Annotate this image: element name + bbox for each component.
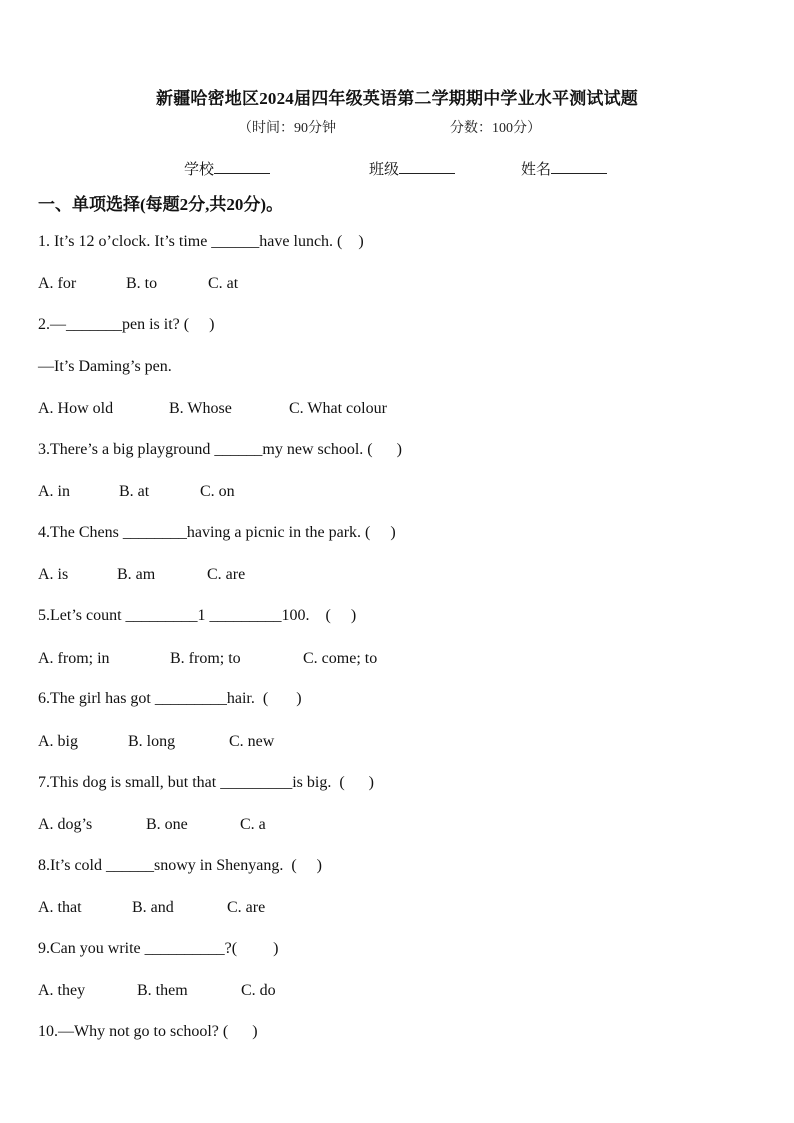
- option-c: C. a: [240, 816, 266, 833]
- option-b: B. to: [126, 275, 158, 292]
- question-stem: 7.This dog is small, but that _________is big. ( ): [38, 774, 374, 791]
- question-options: [38, 816, 266, 834]
- question-options: [38, 650, 377, 668]
- class-blank[interactable]: [399, 159, 455, 174]
- option-b: B. am: [117, 566, 156, 583]
- name-blank[interactable]: [551, 159, 607, 174]
- name-field: [521, 158, 607, 179]
- option-a: A. from; in: [38, 650, 110, 667]
- question-options: [38, 899, 265, 917]
- exam-title: 新疆哈密地区2024届四年级英语第二学期期中学业水平测试试题: [156, 89, 638, 108]
- section-heading: 一、单项选择(每题2分,共20分)。: [38, 195, 284, 214]
- option-c: C. What colour: [289, 400, 387, 417]
- question-stem: 1. It’s 12 o’clock. It’s time ______have lunch. ( ): [38, 233, 364, 250]
- question-stem: 4.The Chens ________having a picnic in the park. ( ): [38, 524, 396, 541]
- question-stem: 10.—Why not go to school? ( ): [38, 1023, 258, 1040]
- score-note: 分数：100分）: [450, 121, 541, 136]
- question-stem: 5.Let’s count _________1 _________100. ( ): [38, 607, 357, 624]
- question-stem: 2.—_______pen is it? ( ): [38, 316, 215, 333]
- option-b: B. Whose: [169, 400, 232, 417]
- question-options: [38, 275, 238, 293]
- option-c: C. are: [207, 566, 246, 583]
- option-a: A. dog’s: [38, 816, 93, 833]
- question-stem: 9.Can you write __________?( ): [38, 940, 279, 957]
- option-c: C. at: [208, 275, 239, 292]
- option-a: A. is: [38, 566, 69, 583]
- question-stem: 8.It’s cold ______snowy in Shenyang. ( ): [38, 857, 322, 874]
- option-b: B. long: [128, 733, 176, 750]
- question-options: [38, 483, 235, 501]
- option-a: A. they: [38, 982, 86, 999]
- option-b: B. from; to: [170, 650, 241, 667]
- school-blank[interactable]: [214, 159, 270, 174]
- option-a: A. in: [38, 483, 70, 500]
- option-c: C. do: [241, 982, 276, 999]
- question-options: [38, 733, 274, 751]
- option-a: A. for: [38, 275, 77, 292]
- option-c: C. new: [229, 733, 275, 750]
- question-stem: 3.There’s a big playground ______my new school. ( ): [38, 441, 402, 458]
- time-note: （时间：90分钟: [238, 121, 336, 136]
- class-field: [369, 158, 455, 179]
- name-label: 姓名: [521, 162, 552, 178]
- question-stem-answer: —It’s Daming’s pen.: [38, 358, 172, 375]
- option-c: C. come; to: [303, 650, 378, 667]
- school-field: [184, 158, 270, 179]
- question-options: [38, 566, 245, 584]
- option-b: B. at: [119, 483, 150, 500]
- option-b: B. and: [132, 899, 174, 916]
- question-stem: 6.The girl has got _________hair. ( ): [38, 690, 302, 707]
- question-options: [38, 400, 387, 418]
- option-c: C. are: [227, 899, 266, 916]
- option-b: B. them: [137, 982, 188, 999]
- class-label: 班级: [369, 162, 400, 178]
- question-options: [38, 982, 276, 1000]
- option-c: C. on: [200, 483, 235, 500]
- school-label: 学校: [184, 162, 215, 178]
- option-a: A. big: [38, 733, 78, 750]
- option-b: B. one: [146, 816, 188, 833]
- option-a: A. How old: [38, 400, 114, 417]
- option-a: A. that: [38, 899, 82, 916]
